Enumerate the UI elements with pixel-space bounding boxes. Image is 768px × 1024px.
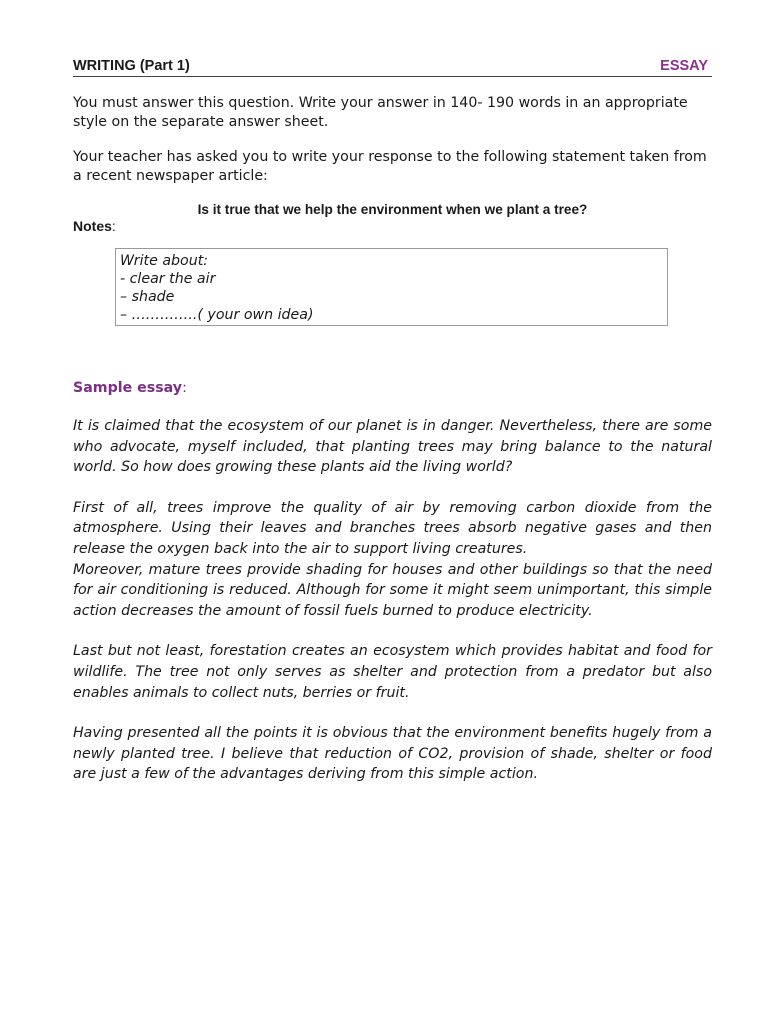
sample-essay-label: Sample essay — [73, 380, 183, 396]
essay-paragraph: Moreover, mature trees provide shading for houses and other buildings so that the need for air conditioning is reduced. Although for some it might seem unimportant, this simple action decreases the amount of fossil fuels burned to produce electricity. — [73, 561, 712, 619]
essay-paragraph: Last but not least, forestation creates an ecosystem which provides habitat and food for wildlife. The tree not only serves as shelter and protection from a predator but also enables animals to collect nuts, berries or fruit. — [73, 643, 712, 701]
notes-heading — [73, 218, 712, 235]
section-title: WRITING (Part 1) — [73, 58, 190, 74]
essay-paragraph: First of all, trees improve the quality of air by removing carbon dioxide from the atmosphere. Using their leaves and branches trees absorb negative gases and then release the oxygen back into the air to support living creatures. — [73, 499, 712, 557]
notes-item: - clear the air — [120, 271, 216, 287]
page-header — [73, 58, 712, 77]
notes-colon: : — [111, 218, 116, 234]
task-type-label: ESSAY — [660, 58, 708, 74]
essay-paragraph: It is claimed that the ecosystem of our planet is in danger. Nevertheless, there are some who advocate, myself included, that planting trees may bring balance to the natural world. So how does growing these plants aid the living world? — [73, 418, 712, 476]
instruction-paragraph: You must answer this question. Write your answer in 140- 190 words in an appropriate style on the separate answer sheet. — [73, 95, 688, 130]
notes-box — [115, 248, 668, 326]
instruction-paragraph: Your teacher has asked you to write your response to the following statement taken from a recent newspaper article: — [73, 149, 707, 184]
notes-label: Notes — [73, 218, 112, 234]
essay-question: Is it true that we help the environment when we plant a tree? — [197, 202, 588, 217]
notes-item: Write about: — [120, 253, 209, 269]
sample-essay-heading — [73, 379, 712, 398]
essay-paragraph: Having presented all the points it is obvious that the environment benefits hugely from a newly planted tree. I believe that reduction of CO2, provision of shade, shelter or food are just a few of the advantages deriving from this simple action. — [73, 725, 712, 783]
document-page — [73, 58, 712, 785]
notes-item: – shade — [120, 289, 175, 305]
notes-item: – …………..( your own idea) — [120, 307, 314, 323]
sample-essay-colon: : — [182, 380, 187, 396]
